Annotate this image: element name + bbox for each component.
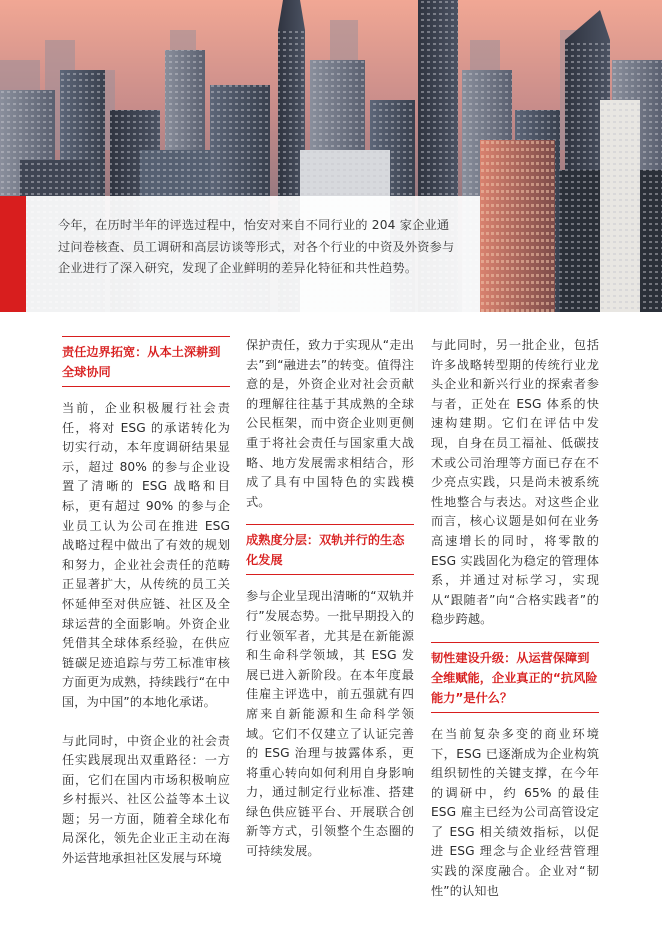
paragraph: 与此同时，中资企业的社会责任实践展现出双重路径：一方面，它们在国内市场积极响应乡村振兴、社区公益等本土议题；另一方面，随着全球化布局深化，领先企业正主动在海外运营地承担社区发展与环境 [62, 733, 230, 866]
heading-text: 成熟度分层：双轨并行的生态化发展 [246, 533, 405, 568]
column-3 [431, 336, 599, 901]
paragraph: 与此同时，另一批企业，包括许多战略转型期的传统行业龙头企业和新兴行业的探索者参与者，正处在 ESG 体系的快速构建期。它们在评估中发现，自身在员工福祉、低碳技术或公司治理等方面已存在不少亮点实践，只是尚未被系统性地整合与表达。对这些企业而言，核心议题是如何在业务高速增长的同时，将零散的 ESG 实践固化为稳定的管理体系，并通过对标学习，实现从“跟随者”向“合格实践者”的稳步跨越。 [431, 338, 599, 627]
heading-text: 责任边界拓宽：从本土深耕到全球协同 [62, 345, 221, 379]
column-2 [246, 336, 414, 862]
paragraph: 当前，企业积极履行社会责任，将对 ESG 的承诺转化为切实行动，本年度调研结果显示，超过 80% 的参与企业设置了清晰的 ESG 战略和目标，更有超过 90% 的参与企业员工认为公司在推进 ESG 战略过程中做出了有效的规划和努力，企业社会责任的范畴正显著扩大，从传统的员工关怀延伸至对供应链、社区及全球运营的全面影响。外资企业凭借其全球体系经验，在供应链碳足迹追踪与劳工标准审核方面更为成熟，持续践行“在中国，为中国”的本地化承诺。 [62, 401, 230, 709]
paragraph: 在当前复杂多变的商业环境下，ESG 已逐渐成为企业构筑组织韧性的关键支撑，在今年的调研中，约 65% 的最佳 ESG 雇主已经为公司高管设定了 ESG 相关绩效指标，以促进 ESG 理念与企业经营管理实践的深度融合。企业对“韧性”的认知也 [431, 726, 599, 898]
paragraph: 参与企业呈现出清晰的“双轨并行”发展态势。一批早期投入的行业领军者，尤其是在新能源和生命科学领域，其 ESG 发展已进入新阶段。在本年度最佳雇主评选中，前五强就有四席来自新能源和生命科学领域。它们不仅建立了认证完善的 ESG 治理与披露体系，更将重心转向如何利用自身影响力，通过制定行业标准、搭建绿色供应链平台、开展联合创新等方式，引领整个生态圈的可持续发展。 [246, 589, 414, 859]
paragraph: 保护责任，致力于实现从“走出去”到“融进去”的转变。值得注意的是，外资企业对社会贡献的理解往往基于其成熟的全球公民框架，而中资企业则更侧重于将社会责任与国家重大战略、地方发展需求相结合，形成了具有中国特色的实践模式。 [246, 338, 414, 509]
heading-text: 韧性建设升级：从运营保障到全维赋能，企业真正的“抗风险能力”是什么？ [431, 650, 598, 705]
intro-box [26, 196, 480, 312]
intro-text: 今年，在历时半年的评选过程中，怡安对来自不同行业的 204 家企业通过问卷核查、员工调研和高层访谈等形式，对各个行业的中资及外资参与企业进行了深入研究，发现了企业鲜明的差异化特征和共性趋势。 [58, 218, 455, 275]
section-heading-maturity [246, 524, 414, 575]
column-1 [62, 336, 230, 869]
section-heading-resilience [431, 642, 599, 713]
accent-red-bar [0, 196, 26, 312]
section-heading-responsibility [62, 336, 230, 387]
